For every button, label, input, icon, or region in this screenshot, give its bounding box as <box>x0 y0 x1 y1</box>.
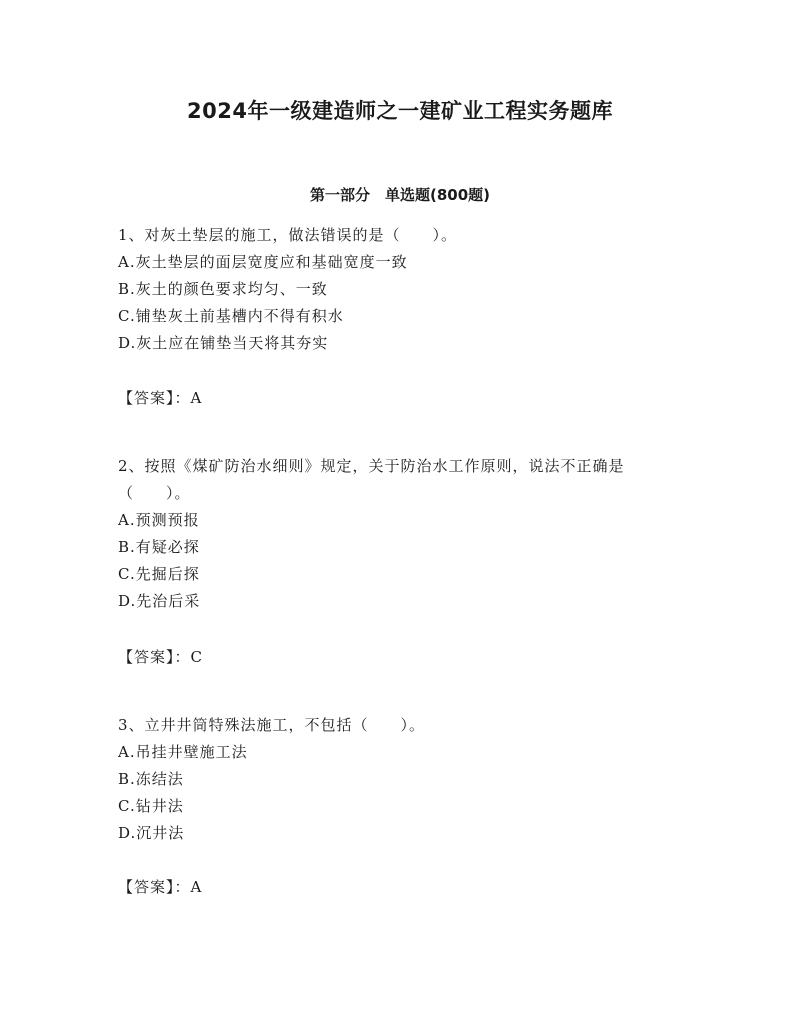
question-stem: 3、立井井筒特殊法施工，不包括（ ）。 <box>118 716 426 734</box>
section-heading: 第一部分 单选题(800题) <box>309 186 491 204</box>
option-b: B.冻结法 <box>118 770 184 788</box>
option-d: D.先治后采 <box>118 592 201 610</box>
question-2 <box>118 453 688 615</box>
option-a: A.灰土垫层的面层宽度应和基础宽度一致 <box>118 253 408 271</box>
question-3 <box>118 712 688 847</box>
option-b: B.有疑必探 <box>118 538 200 556</box>
answer-2: 【答案】：C <box>118 648 203 666</box>
option-c: C.先掘后探 <box>118 565 200 583</box>
option-d: D.沉井法 <box>118 824 185 842</box>
answer-3: 【答案】：A <box>118 878 203 896</box>
option-a: A.预测预报 <box>118 511 200 529</box>
option-d: D.灰土应在铺垫当天将其夯实 <box>118 334 329 352</box>
question-1 <box>118 222 688 357</box>
option-c: C.钻井法 <box>118 797 184 815</box>
option-c: C.铺垫灰土前基槽内不得有积水 <box>118 307 344 325</box>
document-title: 2024年一级建造师之一建矿业工程实务题库 <box>187 99 613 123</box>
answer-1: 【答案】：A <box>118 389 203 407</box>
option-a: A.吊挂井壁施工法 <box>118 743 248 761</box>
option-b: B.灰土的颜色要求均匀、一致 <box>118 280 328 298</box>
question-stem: 1、对灰土垫层的施工，做法错误的是（ ）。 <box>118 226 458 244</box>
question-stem: 2、按照《煤矿防治水细则》规定，关于防治水工作原则，说法不正确是（ ）。 <box>118 457 625 502</box>
